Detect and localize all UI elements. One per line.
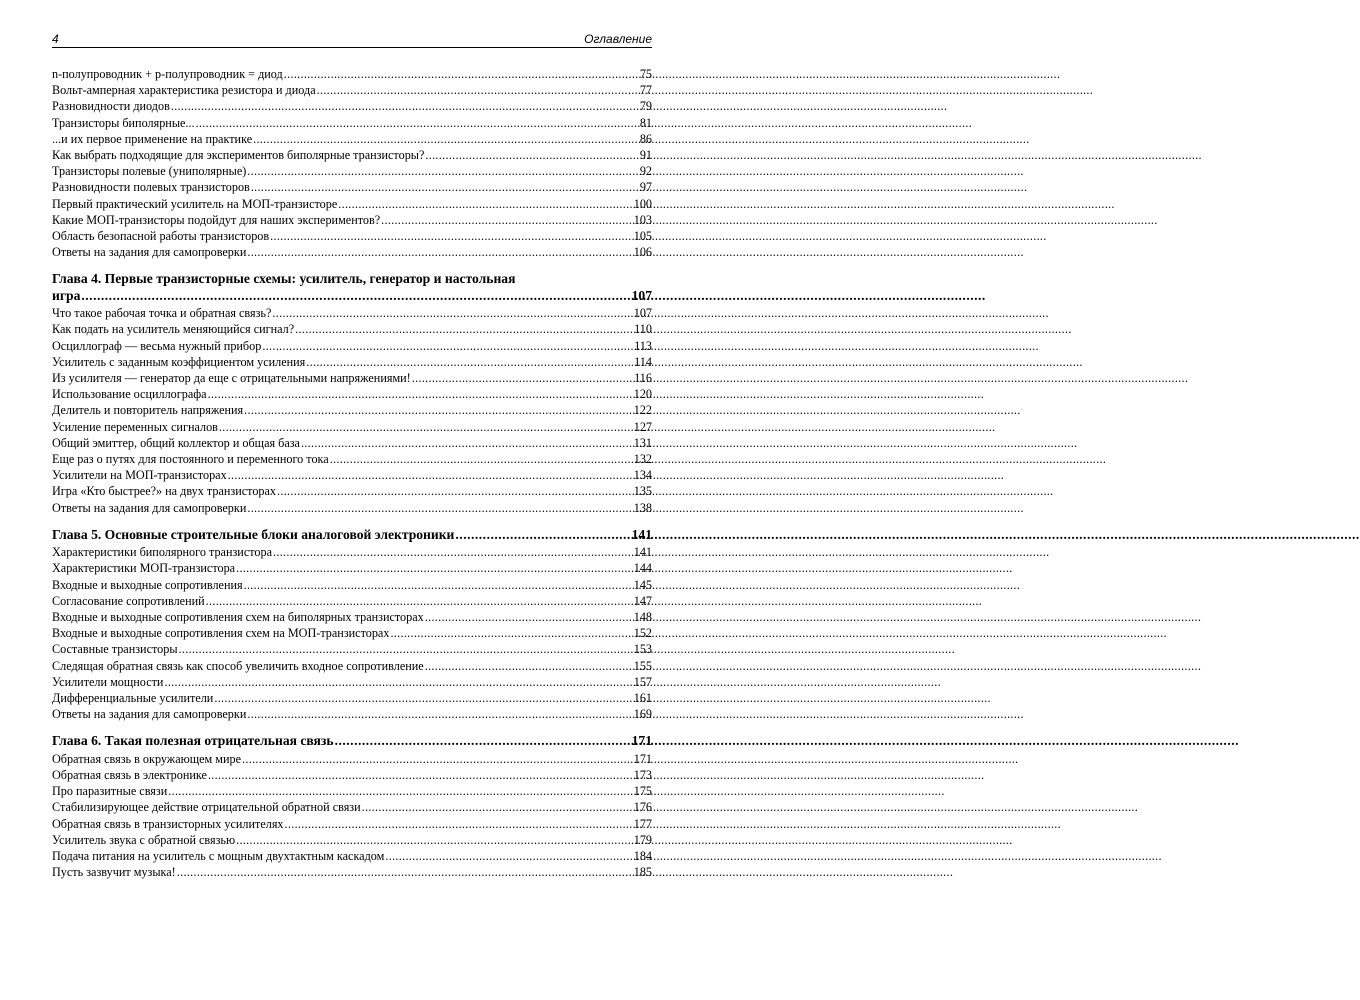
entry-page-number: 97 <box>639 180 652 195</box>
entry-page-number: 148 <box>633 609 652 624</box>
page-header <box>52 30 652 48</box>
entry-page-number: 77 <box>639 83 652 98</box>
toc-entry[interactable] <box>52 560 652 576</box>
entry-title: Входные и выходные сопротивления <box>52 577 243 592</box>
toc-entry[interactable] <box>52 799 652 815</box>
dot-leader <box>272 305 632 321</box>
dot-leader <box>270 228 633 244</box>
entry-title: Какие МОП-транзисторы подойдут для наших экспериментов? <box>52 212 381 227</box>
entry-title: Еще раз о путях для постоянного и переменного тока <box>52 451 329 466</box>
entry-title: Входные и выходные сопротивления схем на МОП-транзисторах <box>52 626 390 641</box>
dot-leader <box>362 799 633 815</box>
entry-page-number: 135 <box>633 484 652 499</box>
entry-page-number: 103 <box>633 212 652 227</box>
entry-page-number: 92 <box>639 164 652 179</box>
dot-leader <box>412 370 633 386</box>
entry-page-number: 177 <box>633 816 652 831</box>
chapter-page-number: 171 <box>631 733 652 749</box>
entry-title: Что такое рабочая точка и обратная связь? <box>52 306 272 321</box>
dot-leader <box>390 625 632 641</box>
entry-page-number: 100 <box>633 196 652 211</box>
entry-page-number: 81 <box>639 115 652 130</box>
toc-section <box>52 271 652 515</box>
entry-title: Разновидности диодов <box>52 99 170 114</box>
entry-page-number: 157 <box>633 674 652 689</box>
dot-leader <box>242 751 633 767</box>
entry-title: Как подать на усилитель меняющийся сигнал? <box>52 322 295 337</box>
toc-entry[interactable] <box>52 228 652 244</box>
entry-title: Первый практический усилитель на МОП-транзисторе <box>52 196 338 211</box>
dot-leader <box>247 163 639 179</box>
toc-entry[interactable] <box>52 625 652 641</box>
dot-leader <box>171 98 639 114</box>
entry-title: Обратная связь в электронике <box>52 767 207 782</box>
dot-leader <box>208 386 633 402</box>
entry-title: Вольт-амперная характеристика резистора и диода <box>52 83 316 98</box>
entry-title: Обратная связь в окружающем мире <box>52 751 242 766</box>
toc-entry[interactable] <box>52 690 652 706</box>
entry-page-number: 120 <box>633 387 652 402</box>
toc-entry[interactable] <box>52 500 652 516</box>
toc-entry[interactable] <box>52 783 652 799</box>
entry-title: Ответы на задания для самопроверки <box>52 707 247 722</box>
toc-entry[interactable] <box>52 609 652 625</box>
entry-title: Область безопасной работы транзисторов <box>52 228 270 243</box>
entry-page-number: 161 <box>633 690 652 705</box>
dot-leader <box>236 832 633 848</box>
dot-leader <box>330 451 633 467</box>
toc-entry[interactable] <box>52 435 652 451</box>
toc-entry[interactable] <box>52 674 652 690</box>
entry-page-number: 113 <box>634 338 652 353</box>
entry-page-number: 144 <box>633 561 652 576</box>
toc-entry[interactable] <box>52 115 652 131</box>
dot-leader <box>168 783 632 799</box>
dot-leader <box>219 419 633 435</box>
entry-page-number: 141 <box>633 545 652 560</box>
entry-title: Делитель и повторитель напряжения <box>52 403 244 418</box>
entry-title: Усиление переменных сигналов <box>52 419 218 434</box>
entry-title: Как выбрать подходящие для экспериментов биполярные транзисторы? <box>52 147 425 162</box>
dot-leader <box>179 641 633 657</box>
entry-page-number: 152 <box>633 626 652 641</box>
toc-entry[interactable] <box>52 641 652 657</box>
dot-leader <box>295 321 633 337</box>
dot-leader <box>214 690 632 706</box>
entry-title: Усилители на МОП-транзисторах <box>52 468 227 483</box>
entry-page-number: 173 <box>633 767 652 782</box>
dot-leader <box>253 131 639 147</box>
entry-page-number: 86 <box>639 131 652 146</box>
entry-title: Подача питания на усилитель с мощным двухтактным каскадом <box>52 848 385 863</box>
toc-entry[interactable] <box>52 658 652 674</box>
entry-page-number: 171 <box>633 751 652 766</box>
toc-entry[interactable] <box>52 864 652 880</box>
dot-leader <box>301 435 633 451</box>
chapter-page-number: 141 <box>631 526 652 542</box>
running-title: Оглавление <box>584 32 652 46</box>
dot-leader <box>244 577 633 593</box>
toc-entry[interactable] <box>52 147 652 163</box>
toc-entry[interactable] <box>52 212 652 228</box>
toc-entry[interactable] <box>52 419 652 435</box>
dot-leader <box>284 66 639 82</box>
entry-title: Ответы на задания для самопроверки <box>52 500 247 515</box>
chapter-heading[interactable] <box>52 271 652 304</box>
toc-entry[interactable] <box>52 321 652 337</box>
toc-entry[interactable] <box>52 544 652 560</box>
chapter-heading[interactable] <box>52 733 652 750</box>
dot-leader <box>381 212 633 228</box>
dot-leader <box>425 147 638 163</box>
chapter-title: Глава 5. Основные строительные блоки аналоговой электроники <box>52 526 455 542</box>
dot-leader <box>251 179 639 195</box>
entry-title: n-полупроводник + p-полупроводник = диод <box>52 67 283 81</box>
entry-page-number: 127 <box>633 419 652 434</box>
entry-title: Входные и выходные сопротивления схем на биполярных транзисторах <box>52 609 424 624</box>
entry-page-number: 110 <box>634 322 652 337</box>
entry-title: Стабилизирующее действие отрицательной обратной связи <box>52 800 361 815</box>
dot-leader <box>455 527 630 544</box>
toc-entry[interactable] <box>52 451 652 467</box>
entry-page-number: 184 <box>633 848 652 863</box>
entry-title: Транзисторы полевые (униполярные) <box>52 164 247 179</box>
entry-title: Разновидности полевых транзисторов <box>52 180 250 195</box>
entry-page-number: 114 <box>634 354 652 369</box>
entry-title: Транзисторы биполярные... <box>52 115 195 130</box>
dot-leader <box>196 115 639 131</box>
toc-section <box>52 733 652 880</box>
dot-leader <box>317 82 639 98</box>
toc-entry[interactable] <box>52 467 652 483</box>
toc-entry[interactable] <box>52 163 652 179</box>
document-page <box>52 30 652 880</box>
toc-entry[interactable] <box>52 244 652 260</box>
dot-leader <box>247 500 632 516</box>
dot-leader <box>247 706 632 722</box>
entry-page-number: 153 <box>633 642 652 657</box>
entry-page-number: 176 <box>633 800 652 815</box>
toc-entry[interactable] <box>52 131 652 147</box>
toc-entry[interactable] <box>52 82 652 98</box>
entry-title: Усилители мощности <box>52 674 164 689</box>
dot-leader <box>164 674 632 690</box>
dot-leader <box>338 196 632 212</box>
chapter-page-number: 107 <box>631 287 652 303</box>
entry-page-number: 134 <box>633 468 652 483</box>
toc-entry[interactable] <box>52 66 652 82</box>
entry-title: Из усилителя — генератор да еще с отрицательными напряжениями! <box>52 371 411 385</box>
entry-page-number: 155 <box>633 658 652 673</box>
entry-title: Усилитель с заданным коэффициентом усиления <box>52 354 306 369</box>
toc-entry[interactable] <box>52 577 652 593</box>
entry-title: ...и их первое применение на практике <box>52 131 253 146</box>
entry-page-number: 91 <box>639 147 652 162</box>
dot-leader <box>385 848 632 864</box>
toc-entry[interactable] <box>52 832 652 848</box>
entry-title: Дифференциальные усилители <box>52 690 214 705</box>
entry-page-number: 147 <box>633 593 652 608</box>
entry-page-number: 145 <box>633 577 652 592</box>
entry-title: Усилитель звука с обратной связью <box>52 832 236 847</box>
toc-section <box>52 527 652 723</box>
entry-title: Использование осциллографа <box>52 387 207 402</box>
entry-title: Про паразитные связи <box>52 784 168 799</box>
entry-title: Согласование сопротивлений <box>52 593 205 608</box>
entry-title: Обратная связь в транзисторных усилителях <box>52 816 284 831</box>
chapter-heading[interactable] <box>52 527 652 544</box>
entry-page-number: 175 <box>633 784 652 799</box>
dot-leader <box>81 288 630 305</box>
dot-leader <box>262 338 633 354</box>
entry-title: Пусть зазвучит музыка! <box>52 865 176 880</box>
entry-title: Игра «Кто быстрее?» на двух транзисторах <box>52 484 277 499</box>
toc-entry[interactable] <box>52 386 652 402</box>
chapter-title-line: Глава 4. Первые транзисторные схемы: усилитель, генератор и настольная <box>52 271 516 287</box>
dot-leader <box>244 402 633 418</box>
entry-title: Следящая обратная связь как способ увеличить входное сопротивление <box>52 658 424 673</box>
dot-leader <box>177 864 633 880</box>
dot-leader <box>206 593 633 609</box>
entry-page-number: 75 <box>639 67 652 81</box>
dot-leader <box>285 816 633 832</box>
entry-title: Ответы на задания для самопроверки <box>52 245 247 260</box>
toc-entry[interactable] <box>52 483 652 499</box>
entry-title: Общий эмиттер, общий коллектор и общая база <box>52 435 300 450</box>
dot-leader <box>277 483 633 499</box>
dot-leader <box>335 733 631 750</box>
entry-title: Составные транзисторы <box>52 642 178 657</box>
toc-entry[interactable] <box>52 848 652 864</box>
toc-entry[interactable] <box>52 816 652 832</box>
toc-entry[interactable] <box>52 179 652 195</box>
entry-page-number: 131 <box>633 435 652 450</box>
toc-entry[interactable] <box>52 305 652 321</box>
entry-page-number: 179 <box>633 832 652 847</box>
toc-entry[interactable] <box>52 98 652 114</box>
entry-page-number: 106 <box>633 245 652 260</box>
entry-page-number: 79 <box>639 99 652 114</box>
toc-entry[interactable] <box>52 196 652 212</box>
entry-page-number: 169 <box>633 707 652 722</box>
toc-entry[interactable] <box>52 338 652 354</box>
entry-page-number: 185 <box>633 865 652 880</box>
entry-page-number: 105 <box>633 228 652 243</box>
dot-leader <box>228 467 633 483</box>
toc-entry[interactable] <box>52 767 652 783</box>
entry-page-number: 132 <box>633 451 652 466</box>
dot-leader <box>306 354 633 370</box>
entry-page-number: 122 <box>633 403 652 418</box>
entry-title: Характеристики биполярного транзистора <box>52 545 272 560</box>
entry-title: Характеристики МОП-транзистора <box>52 561 236 576</box>
dot-leader <box>208 767 633 783</box>
dot-leader <box>425 658 633 674</box>
table-of-contents <box>52 66 652 880</box>
toc-entry[interactable] <box>52 402 652 418</box>
dot-leader <box>247 244 632 260</box>
entry-page-number: 138 <box>633 500 652 515</box>
chapter-title-continued: игра <box>52 287 81 303</box>
entry-page-number: 116 <box>634 371 652 385</box>
entry-title: Осциллограф — весьма нужный прибор <box>52 338 262 353</box>
entry-page-number: 107 <box>633 306 652 321</box>
chapter-title: Глава 6. Такая полезная отрицательная связь <box>52 733 334 749</box>
page-number: 4 <box>52 32 59 46</box>
toc-entry[interactable] <box>52 706 652 722</box>
toc-entry[interactable] <box>52 593 652 609</box>
dot-leader <box>425 609 633 625</box>
dot-leader <box>236 560 633 576</box>
toc-entry[interactable] <box>52 370 652 386</box>
dot-leader <box>273 544 633 560</box>
toc-section <box>52 66 652 260</box>
toc-entry[interactable] <box>52 751 652 767</box>
toc-entry[interactable] <box>52 354 652 370</box>
